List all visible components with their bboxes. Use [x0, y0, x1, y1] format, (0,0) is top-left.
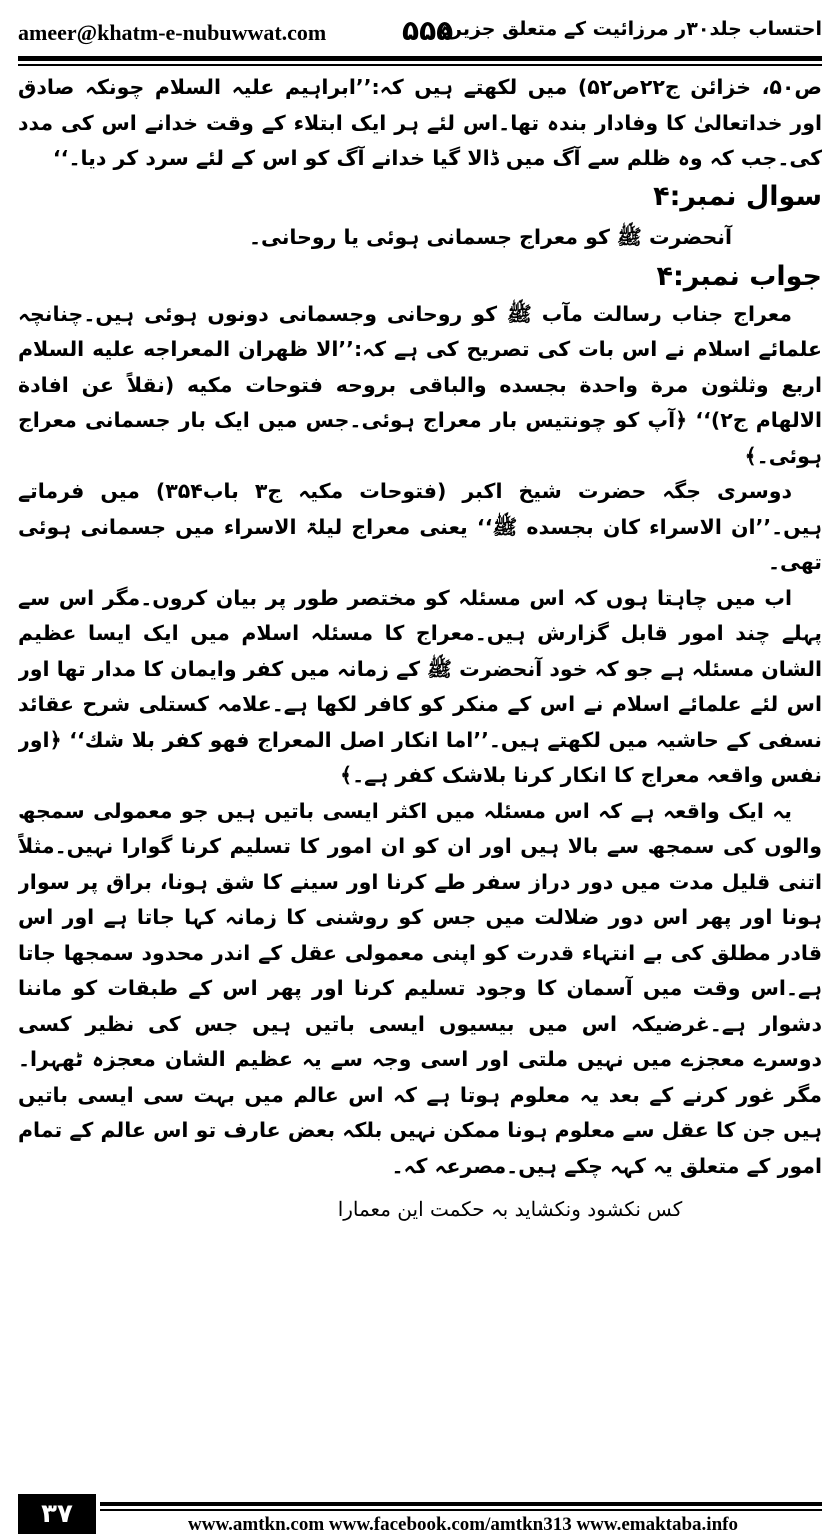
verse-line: کس نکشود ونکشاید بہ حکمت این معمارا	[337, 1197, 683, 1221]
footer-rule-thin	[100, 1509, 822, 1511]
answer-heading: جواب نمبر:۴	[656, 260, 822, 292]
header-title: احتساب جلد۳۰ر مرزائیت کے متعلق جزیرہ	[439, 18, 822, 40]
header-email[interactable]: ameer@khatm-e-nubuwwat.com	[18, 20, 327, 45]
question-heading: سوال نمبر:۴	[653, 180, 822, 212]
footer-rule-thick	[100, 1502, 822, 1506]
paragraph-3: دوسری جگہ حضرت شیخ اکبر (فتوحات مکیہ ج۳ باب۳۵۴) میں فرماتے ہیں۔’’ان الاسراء كان بجسده ﷺ‘‘ یعنی معراج لیلۃ الاسراء میں جسمانی ہوئی تھی۔	[18, 479, 822, 574]
question-text: آنحضرت ﷺ کو معراج جسمانی ہوئی یا روحانی۔	[248, 224, 732, 249]
footer-links[interactable]: www.amtkn.com www.facebook.com/amtkn313 www.emaktaba.info	[188, 1514, 738, 1535]
paragraph-4: اب میں چاہتا ہوں کہ اس مسئلہ کو مختصر طور پر بیان کروں۔مگر اس سے پہلے چند امور قابل گزارش ہیں۔معراج کا مسئلہ اسلام میں ایک ایسا عظیم الشان مسئلہ ہے جو کہ خود آنحضرت ﷺ کے زمانہ میں کفر وایمان کا مدار تھا اور اس لئے علمائے اسلام نے اس کے منکر کو کافر لکھا ہے۔علامہ کستلی شرح عقائد نسفی کے حاشیہ میں لکھتے ہیں۔’’اما انكار اصل المعراج فهو كفر بلا شك‘‘ ﴿اور نفس واقعہ معراج کا انکار کرنا بلاشک کفر ہے۔﴾	[18, 585, 822, 787]
paragraph-2: معراج جناب رسالت مآب ﷺ کو روحانی وجسمانی دونوں ہوئی ہیں۔چنانچہ علمائے اسلام نے اس بات کی تصریح کی ہے کہ:’’الا ظهران المعراجه عليه السلام اربع وثلثون مرة واحدة بجسده والباقى بروحه فتوحات مكيه (نقلاً عن افادة الالهام ج۲)‘‘ ﴿آپ کو چونتیس بار معراج ہوئی۔جس میں ایک بار جسمانی معراج ہوئی۔﴾	[18, 301, 822, 468]
header-rule-thin	[18, 64, 822, 66]
paragraph-5: یہ ایک واقعہ ہے کہ اس مسئلہ میں اکثر ایسی باتیں ہیں جو معمولی سمجھ والوں کی سمجھ سے بالا ہیں اور ان کو ان امور کا تسلیم کرنا گوارا نہیں۔مثلاً اتنی قلیل مدت میں دور دراز سفر طے کرنا اور سینے کا شق ہونا، براق پر سوار ہونا اور پھر اس دور ضلالت میں جس کو روشنی کا زمانہ کہا جاتا ہے اور اس قادر مطلق کی بے انتہاء قدرت کو اپنی معمولی عقل کے اندر محدود سمجھا جاتا ہے۔اس وقت میں آسمان کا وجود تسلیم کرنا اور پھر اس کے طبقات کو ماننا دشوار ہے۔غرضیکہ اس میں بیسیوں ایسی باتیں ہیں جس کی نظیر کسی دوسرے معجزے میں نہیں ملتی اور اسی وجہ سے یہ عظیم الشان معجزہ ٹھہرا۔مگر غور کرنے کے بعد یہ معلوم ہوتا ہے کہ اس عالم میں بہت سی ایسی باتیں ہیں جن کا عقل سے معلوم ہونا ممکن نہیں بلکہ بعض عارف تو اس عالم کے تمام امور کے متعلق یہ کہہ چکے ہیں۔مصرعہ کہ۔	[18, 798, 822, 1178]
header-page-number: ۵۵۵	[402, 14, 454, 47]
footer-page-label: ۳۷	[18, 1494, 96, 1534]
header-rule-thick	[18, 56, 822, 61]
page-header	[18, 12, 822, 52]
paragraph-1: ص۵۰، خزائن ج۲۲ص۵۲) میں لکھتے ہیں کہ:’’ابراہیم علیہ السلام چونکہ صادق اور خداتعالیٰ کا وفادار بندہ تھا۔اس لئے ہر ایک ابتلاء کے وقت خدانے اس کی مدد کی۔جب کہ وہ ظلم سے آگ میں ڈالا گیا خدانے آگ کو اس کے لئے سرد کر دیا۔‘‘	[18, 75, 822, 170]
page-body	[18, 70, 822, 1470]
